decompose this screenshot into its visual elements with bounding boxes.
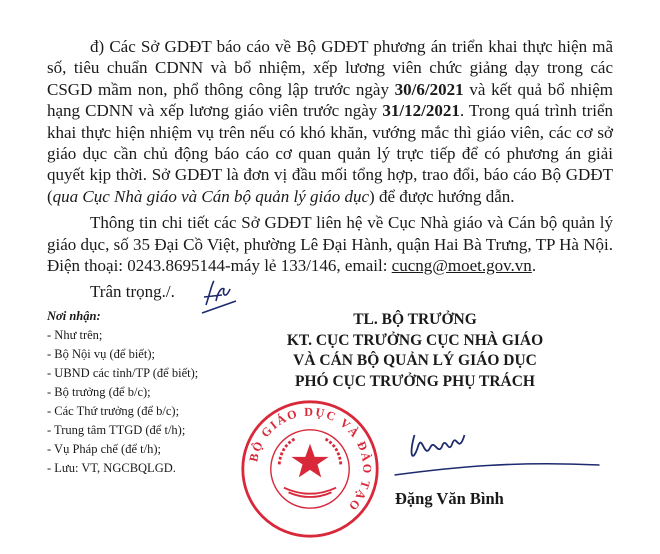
document-body (47, 36, 613, 276)
text: và kết quả bổ nhiệm hạng CDNN và xếp lương giáo viên trước ngày (47, 79, 613, 121)
italic-note: qua Cục Nhà giáo và Cán bộ quản lý giáo dục (52, 186, 370, 206)
signer-name: Đặng Văn Bình (395, 489, 504, 509)
signature-title-block (270, 310, 560, 392)
recipient-item: - UBND các tỉnh/TP (để biết); (47, 366, 199, 381)
recipients-list (47, 307, 198, 478)
recipient-item: - Như trên; (47, 328, 103, 343)
signature-section (47, 307, 613, 547)
recipient-item: - Vụ Pháp chế (để t/h); (47, 442, 161, 457)
recipient-item: - Trung tâm TTGD (để t/h); (47, 423, 186, 438)
handwritten-signature (392, 425, 607, 485)
text: đ) Các Sở GDĐT báo cáo về Bộ GDĐT phương án triển khai thực hiện mã số, tiêu chuẩn CDNN và bổ nhiệm, xếp lương viên chức giảng dạy trong các CSGD mầm non, phổ thông công lập trước ngày (47, 37, 613, 99)
recipient-item: - Lưu: VT, NGCBQLGD. (47, 461, 176, 476)
document-page (47, 36, 613, 547)
title-line: PHÓ CỤC TRƯỞNG PHỤ TRÁCH (295, 372, 535, 390)
official-seal (240, 399, 380, 539)
title-line: KT. CỤC TRƯỞNG CỤC NHÀ GIÁO (286, 331, 544, 349)
text: . (531, 256, 537, 276)
text: Thông tin chi tiết các Sở GDĐT liên hệ về Cục Nhà giáo và Cán bộ quản lý giáo dục, số 35 Đại Cồ Việt, phường Lê Đại Hành, quận Hai Bà Trưng, TP Hà Nội. Điện thoại: 0243.8695144-máy lẻ 133/146, email: (47, 213, 613, 276)
text: ) để được hướng dẫn. (369, 186, 515, 206)
title-line: TL. BỘ TRƯỞNG (353, 311, 477, 329)
deadline-date-1: 30/6/2021 (394, 79, 464, 99)
closing-row (47, 281, 613, 307)
deadline-date-2: 31/12/2021 (382, 101, 460, 121)
recipient-item: - Bộ trưởng (để b/c); (47, 385, 151, 400)
seal-text: BỘ GIÁO DỤC VÀ ĐÀO TẠO (246, 405, 375, 515)
recipient-item: - Các Thứ trưởng (để b/c); (47, 404, 180, 419)
recipient-item: - Bộ Nội vụ (để biết); (47, 347, 155, 362)
text: . Trong quá trình triển khai thực hiện nhiệm vụ trên nếu có khó khăn, vướng mắc thì giáo viên, các cơ sở giáo dục cần chủ động báo cáo cơ quan quản lý trực tiếp để có phương án giải quyết kịp thời. Sở GDĐT là đơn vị đầu mối tổng hợp, trao đổi, báo cáo Bộ GDĐT ( (47, 101, 613, 206)
email-link[interactable]: cucng@moet.gov.vn (391, 256, 532, 276)
paragraph-contact (47, 212, 613, 276)
closing: Trân trọng./. (90, 282, 175, 302)
recipients-heading: Nơi nhận: (47, 309, 101, 324)
title-line: VÀ CÁN BỘ QUẢN LÝ GIÁO DỤC (293, 352, 537, 370)
paragraph-reporting (47, 36, 613, 207)
